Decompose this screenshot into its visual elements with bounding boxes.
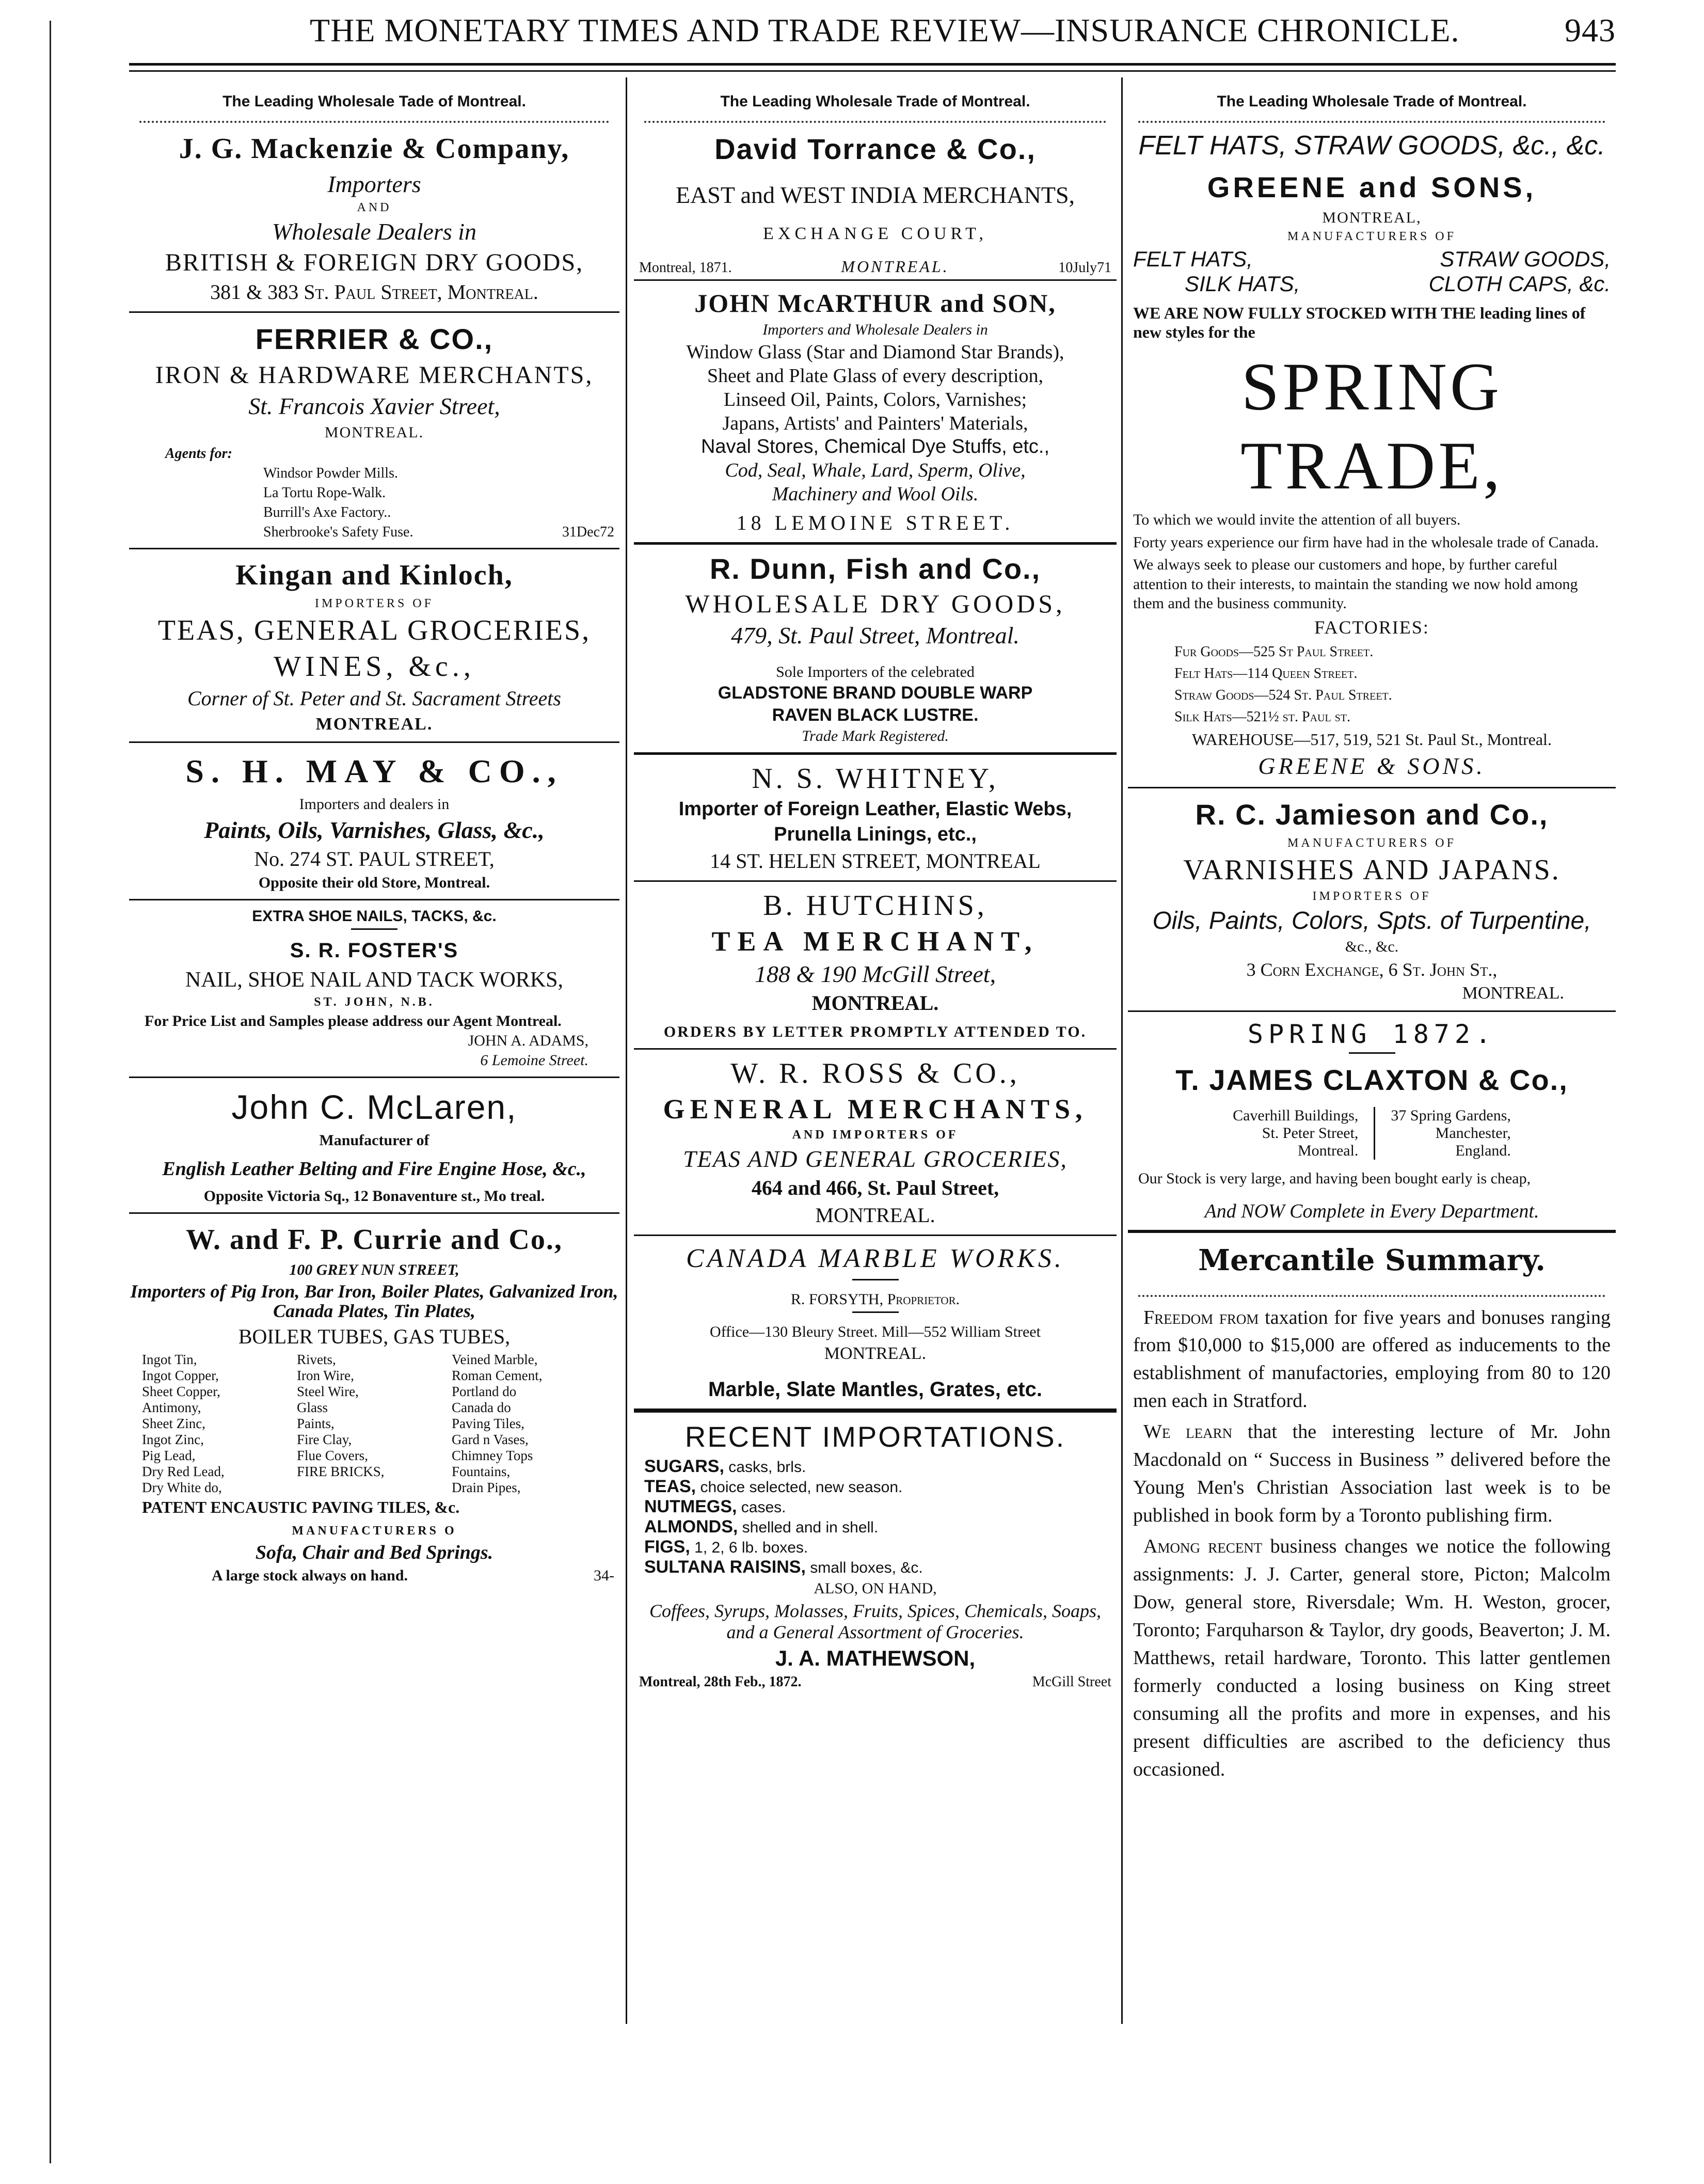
import-line [644, 1497, 1106, 1517]
ad-line: ALSO, ON HAND, [814, 1579, 937, 1597]
page-header [129, 4, 1616, 54]
agents-list [129, 446, 619, 541]
ad-currie [129, 1223, 619, 1585]
ad-line: Our Stock is very large, and having been bought early is cheap, [1138, 1169, 1531, 1187]
summary-paragraph [1133, 1533, 1611, 1784]
goods-list [129, 1352, 619, 1496]
paragraph-lead: Freedom from [1143, 1306, 1259, 1328]
goods-item: FELT HATS, [1133, 247, 1253, 271]
agent-item: Windsor Powder Mills. [263, 465, 398, 481]
ad-ross [634, 1057, 1117, 1227]
ad-greene [1128, 130, 1616, 780]
ad-line: Naval Stores, Chemical Dye Stuffs, etc., [700, 436, 1050, 457]
ad-line: Manufacturer of [319, 1132, 429, 1149]
ad-line: Sofa, Chair and Bed Springs. [255, 1542, 493, 1564]
page-number: 943 [1565, 12, 1616, 49]
firm-name: FERRIER & CO., [255, 323, 493, 355]
ad-line: A large stock always on hand. [212, 1567, 408, 1585]
ad-line: EXCHANGE COURT, [763, 224, 988, 243]
ad-jamieson [1128, 798, 1616, 1003]
summary-paragraph [1133, 1304, 1611, 1416]
ad-line: 34- [594, 1567, 614, 1585]
goods-item: Fire Clay, [297, 1431, 352, 1447]
import-line [644, 1457, 1106, 1477]
firm-name: B. HUTCHINS, [763, 890, 988, 922]
goods-item: Portland do [452, 1383, 517, 1399]
goods-item: Drain Pipes, [452, 1479, 521, 1495]
ad-line: Trade Mark Registered. [802, 727, 949, 745]
address-line: Montreal. [1297, 1142, 1359, 1159]
ad-footer-row [129, 1567, 619, 1585]
firm-name: John C. McLaren, [231, 1088, 517, 1126]
page-edge-line [50, 21, 51, 2163]
ad-line: Sheet and Plate Glass of every description, [707, 365, 1044, 387]
goods-item: Dry White do, [142, 1479, 222, 1495]
paragraph-lead: We learn [1143, 1421, 1233, 1443]
goods-item: Pig Lead, [142, 1447, 196, 1463]
import-item: FIGS, [644, 1537, 690, 1557]
ad-line: 10July71 [1058, 260, 1111, 276]
agent-item: Sherbrooke's Safety Fuse. [263, 524, 413, 540]
goods-item: CLOTH CAPS, &c. [1428, 272, 1611, 296]
mercantile-summary [1128, 1243, 1616, 1784]
ad-line: Montreal, 28th Feb., 1872. [639, 1674, 802, 1690]
ad-line: Cod, Seal, Whale, Lard, Sperm, Olive, [725, 460, 1026, 481]
goods-item: Gard n Vases, [452, 1431, 529, 1447]
wavy-rule [1138, 1288, 1605, 1297]
firm-name: Kingan and Kinloch, [235, 559, 513, 591]
ad-line: 3 Corn Exchange, 6 St. John St., [1246, 959, 1498, 980]
ad-line: TEAS, GENERAL GROCERIES, [157, 614, 591, 646]
ad-torrance [634, 132, 1117, 276]
ad-line: Marble, Slate Mantles, Grates, etc. [708, 1378, 1042, 1401]
ad-line: SPRING 1872. [1247, 1019, 1496, 1049]
ad-mcarthur [634, 288, 1117, 535]
factory-item: Fur Goods—525 St Paul Street. [1174, 643, 1374, 660]
summary-paragraph [1133, 1418, 1611, 1530]
factory-item: Straw Goods—524 St. Paul Street. [1174, 687, 1392, 703]
import-item: SUGARS, [644, 1457, 724, 1476]
short-rule [351, 928, 397, 930]
ad-line: Importers and dealers in [299, 796, 450, 813]
ad-footer-row [634, 1674, 1117, 1690]
ad-line: 188 & 190 McGill Street, [754, 961, 996, 987]
divider [129, 899, 619, 900]
ad-line: Japans, Artists' and Painters' Materials, [722, 413, 1028, 434]
ad-line: McGill Street [1032, 1674, 1111, 1690]
ad-line: Importers of Pig Iron, Bar Iron, Boiler Plates, Galvanized Iron, Canada Plates, Tin Plates, [130, 1281, 618, 1321]
ad-line: Importer of Foreign Leather, Elastic Webs, [678, 798, 1072, 820]
ad-kingan [129, 559, 619, 734]
firm-name: David Torrance & Co., [714, 133, 1036, 165]
firm-name: N. S. WHITNEY, [752, 763, 999, 795]
column-2 [634, 84, 1117, 1690]
firm-name: GREENE and SONS, [1207, 171, 1537, 203]
ad-line: IMPORTERS OF [315, 597, 434, 610]
ad-row [634, 257, 1117, 276]
ad-line: Paints, Oils, Varnishes, Glass, &c., [204, 817, 545, 843]
ad-line: MONTREAL. [841, 257, 949, 276]
goods-item: Fountains, [452, 1463, 511, 1479]
ad-line: FACTORIES: [1314, 616, 1429, 638]
column-divider-2 [1121, 77, 1123, 2024]
ad-foster [129, 908, 619, 1069]
ad-line: TEAS AND GENERAL GROCERIES, [683, 1146, 1068, 1172]
factory-item: Felt Hats—114 Queen Street. [1174, 665, 1358, 682]
summary-body [1128, 1304, 1616, 1784]
ad-line: TEA MERCHANT, [711, 926, 1039, 957]
address-line: 37 Spring Gardens, [1391, 1106, 1511, 1124]
ad-dunn [634, 552, 1117, 745]
firm-name: W. and F. P. Currie and Co., [186, 1224, 563, 1256]
ad-line: FELT HATS, STRAW GOODS, &c., &c. [1138, 131, 1605, 161]
ad-line: Importers and Wholesale Dealers in [762, 321, 988, 338]
firm-name: S. R. FOSTER'S [290, 939, 459, 962]
ad-line: Office—130 Bleury Street. Mill—552 William Street [710, 1323, 1041, 1340]
ad-line: PATENT ENCAUSTIC PAVING TILES, &c. [142, 1498, 460, 1517]
import-detail: cases. [737, 1499, 786, 1516]
divider [634, 752, 1117, 755]
ad-line: English Leather Belting and Fire Engine Hose, &c., [162, 1158, 586, 1180]
firm-name: JOHN McARTHUR and SON, [694, 289, 1056, 318]
goods-item: Paving Tiles, [452, 1415, 525, 1431]
import-item: SULTANA RAISINS, [644, 1557, 806, 1577]
goods-item: Antimony, [142, 1399, 201, 1415]
address-montreal [1233, 1107, 1375, 1160]
header-rule-bottom [129, 70, 1616, 72]
ad-line: VARNISHES AND JAPANS. [1183, 853, 1560, 886]
ad-date: 31Dec72 [562, 524, 614, 540]
ad-line: MONTREAL. [815, 1204, 935, 1227]
header-rule-top [129, 63, 1616, 66]
divider [634, 1408, 1117, 1413]
ad-line: No. 274 ST. PAUL STREET, [254, 847, 495, 871]
firm-name: R. Dunn, Fish and Co., [709, 552, 1041, 585]
ad-line: Montreal, 1871. [639, 260, 732, 276]
ad-line: Corner of St. Peter and St. Sacrament Streets [187, 687, 561, 710]
paragraph-text: business changes we notice the following assignments: J. J. Carter, general store, Picton; Malcolm Dow, general store, Riversdale; Wm. H. Weston, grocer, Toronto; Farquharson & Taylor, dry goods, Beaverton; J. M. Matthews, retail hardware, Toronto. This latter gentlemen formerly conducted a losing business on King street consuming all the profits and more in expenses, and his present difficulties are ascribed to the deficiency thus occasioned. [1133, 1536, 1611, 1780]
ad-may [129, 752, 619, 892]
ad-recent [634, 1420, 1117, 1690]
goods-item: Dry Red Lead, [142, 1463, 225, 1479]
ad-line: JOHN A. ADAMS, [468, 1032, 588, 1049]
ad-line: Coffees, Syrups, Molasses, Fruits, Spices, Chemicals, Soaps, and a General Assortment of Groceries. [649, 1600, 1101, 1642]
ad-paragraph: We always seek to please our customers and hope, by further careful attention to their interests, to maintain the standing we now hold among them and the business community. [1133, 556, 1578, 612]
ad-line: BOILER TUBES, GAS TUBES, [238, 1324, 511, 1348]
agent-item: La Tortu Rope-Walk. [263, 485, 386, 501]
ad-line: MANUFACTURERS OF [1287, 836, 1456, 850]
agents-label: Agents for: [165, 446, 232, 462]
paragraph-lead: Among recent [1143, 1536, 1263, 1558]
divider [634, 542, 1117, 545]
ad-line: Window Glass (Star and Diamond Star Brands), [686, 341, 1064, 363]
firm-name: J. G. Mackenzie & Company, [179, 133, 570, 165]
ad-line: ORDERS BY LETTER PROMPTLY ATTENDED TO. [663, 1023, 1087, 1040]
divider [634, 279, 1117, 281]
short-rule [1349, 1052, 1395, 1054]
spring-trade-heading: SPRING TRADE, [1240, 349, 1503, 503]
column-1 [129, 84, 619, 1585]
firm-name: S. H. MAY & CO., [185, 753, 563, 789]
goods-item: Canada do [452, 1399, 511, 1415]
ad-line: 18 LEMOINE STREET. [736, 511, 1014, 534]
ad-line: R. FORSYTH, Proprietor. [790, 1291, 960, 1308]
divider [129, 311, 619, 313]
column-3 [1128, 84, 1616, 1787]
ad-line: &c., &c. [1345, 938, 1399, 955]
ad-line: MONTREAL. [315, 715, 433, 734]
ad-paragraph: To which we would invite the attention of all buyers. [1133, 511, 1461, 528]
ad-claxton [1128, 1019, 1616, 1223]
import-item: TEAS, [644, 1477, 696, 1497]
ad-line: EAST and WEST INDIA MERCHANTS, [675, 182, 1075, 208]
ad-line: J. A. MATHEWSON, [775, 1646, 976, 1671]
ad-line: WHOLESALE DRY GOODS, [685, 589, 1065, 618]
goods-row [1128, 272, 1616, 296]
import-item: NUTMEGS, [644, 1497, 737, 1517]
goods-item: STRAW GOODS, [1440, 247, 1611, 271]
goods-item: Paints, [297, 1415, 335, 1431]
agent-item-row [165, 524, 619, 541]
factory-item: Silk Hats—521½ st. Paul st. [1174, 708, 1351, 725]
ad-line: MANUFACTURERS O [292, 1524, 457, 1538]
ad-signature: GREENE & SONS. [1258, 752, 1486, 779]
divider [1128, 1230, 1616, 1233]
ad-line: 100 GREY NUN STREET, [289, 1261, 459, 1278]
ad-line: Sole Importers of the celebrated [776, 663, 975, 680]
goods-item: Rivets, [297, 1351, 336, 1367]
ad-line: Prunella Linings, etc., [774, 824, 977, 845]
ad-line: GENERAL MERCHANTS, [663, 1094, 1088, 1125]
ad-line: NAIL, SHOE NAIL AND TACK WORKS, [185, 968, 564, 992]
ad-line: AND [357, 201, 392, 214]
ad-line: 381 & 383 St. Paul Street, Montreal. [210, 280, 538, 304]
firm-name: W. R. ROSS & CO., [730, 1057, 1020, 1089]
address-block [1128, 1107, 1616, 1160]
divider [634, 880, 1117, 882]
ad-line: MONTREAL, [1322, 209, 1422, 226]
firm-name: RECENT IMPORTATIONS. [684, 1420, 1066, 1453]
ad-line: MONTREAL. [324, 424, 424, 441]
paragraph-text: that the interesting lecture of Mr. John Macdonald on “ Success in Business ” delivered before the Young Men's Christian Association last week is to be published in book form by a Toronto publishing firm. [1133, 1421, 1611, 1527]
ad-line: 464 and 466, St. Paul Street, [751, 1176, 999, 1199]
goods-item: Steel Wire, [297, 1383, 359, 1399]
ad-line: MONTREAL. [811, 991, 939, 1015]
ad-line: EXTRA SHOE NAILS, TACKS, &c. [252, 908, 497, 925]
divider [1128, 1010, 1616, 1012]
wavy-rule [644, 114, 1106, 123]
ad-line: 6 Lemoine Street. [480, 1052, 588, 1069]
import-detail: small boxes, &c. [805, 1559, 923, 1577]
paragraph-text: taxation for five years and bonuses ranging from $10,000 to $15,000 are offered as inducements to the establishment of manufactories, employing from 80 to 120 men each in Stratford. [1133, 1306, 1611, 1412]
ad-line: ST. JOHN, N.B. [314, 995, 435, 1009]
ad-marble [634, 1243, 1117, 1401]
goods-item: Sheet Zinc, [142, 1415, 205, 1431]
wavy-rule [1138, 114, 1605, 123]
column-strap: The Leading Wholesale Trade of Montreal. [720, 93, 1030, 110]
short-rule [852, 1311, 899, 1313]
import-line [644, 1557, 1106, 1577]
ad-line: Oils, Paints, Colors, Spts. of Turpentine, [1152, 907, 1591, 935]
section-title: Mercantile Summary. [1198, 1243, 1546, 1277]
divider [129, 1077, 619, 1078]
column-divider-1 [626, 77, 627, 2024]
importations-list [634, 1457, 1117, 1578]
ad-body [1128, 510, 1616, 613]
import-detail: 1, 2, 6 lb. boxes. [690, 1539, 808, 1557]
ad-line: Opposite their old Store, Montreal. [258, 874, 490, 891]
column-strap: The Leading Wholesale Trade of Montreal. [1217, 93, 1527, 110]
goods-item: Ingot Tin, [142, 1351, 197, 1367]
goods-item: Roman Cement, [452, 1367, 543, 1383]
divider [129, 741, 619, 743]
ad-mackenzie [129, 132, 619, 304]
address-line: Caverhill Buildings, [1233, 1106, 1359, 1124]
ad-line: GLADSTONE BRAND DOUBLE WARP [718, 683, 1033, 703]
import-line [644, 1537, 1106, 1557]
ad-line: BRITISH & FOREIGN DRY GOODS, [165, 249, 584, 276]
ad-line: For Price List and Samples please address our Agent Montreal. [145, 1012, 562, 1030]
ad-line: 14 ST. HELEN STREET, MONTREAL [710, 849, 1041, 873]
firm-name: R. C. Jamieson and Co., [1195, 798, 1549, 831]
import-detail: casks, brls. [724, 1459, 806, 1476]
ad-line: 479, St. Paul Street, Montreal. [731, 622, 1020, 648]
ad-hutchins [634, 889, 1117, 1041]
ad-line: IRON & HARDWARE MERCHANTS, [155, 361, 594, 389]
ad-line: St. Francois Xavier Street, [248, 393, 500, 419]
goods-row [1128, 247, 1616, 272]
ad-line: And NOW Complete in Every Department. [1204, 1200, 1539, 1222]
import-detail: choice selected, new season. [696, 1479, 903, 1496]
address-line: St. Peter Street, [1262, 1124, 1359, 1142]
wavy-rule [139, 114, 609, 123]
goods-item [297, 1480, 452, 1496]
divider [129, 548, 619, 549]
ad-line: Opposite Victoria Sq., 12 Bonaventure st., Mo treal. [203, 1188, 545, 1205]
ad-line: Wholesale Dealers in [272, 218, 477, 245]
ad-line: RAVEN BLACK LUSTRE. [772, 705, 979, 725]
import-detail: shelled and in shell. [738, 1519, 879, 1537]
ad-line: MONTREAL. [1462, 983, 1564, 1003]
address-line: Manchester, [1435, 1124, 1511, 1142]
ad-paragraph: Forty years experience our firm have had in the wholesale trade of Canada. [1133, 533, 1599, 551]
ad-line: Machinery and Wool Oils. [772, 483, 979, 505]
goods-item: Ingot Zinc, [142, 1431, 204, 1447]
ad-line: IMPORTERS OF [1312, 889, 1431, 903]
header-title: THE MONETARY TIMES AND TRADE REVIEW—INSURANCE CHRONICLE. [310, 12, 1460, 49]
import-line [644, 1517, 1106, 1537]
ad-line: WE ARE NOW FULLY STOCKED WITH THE leading lines of new styles for the [1133, 304, 1586, 341]
ad-line: MANUFACTURERS OF [1287, 230, 1456, 243]
short-rule [852, 1279, 899, 1280]
goods-item: Flue Covers, [297, 1447, 368, 1463]
ad-line: AND IMPORTERS OF [792, 1128, 959, 1142]
ad-line: WAREHOUSE—517, 519, 521 St. Paul St., Montreal. [1192, 730, 1552, 749]
divider [634, 1048, 1117, 1050]
goods-item: SILK HATS, [1185, 272, 1300, 296]
import-item: ALMONDS, [644, 1517, 738, 1537]
import-line [644, 1477, 1106, 1497]
goods-item: Sheet Copper, [142, 1383, 220, 1399]
agent-item: Burrill's Axe Factory.. [263, 504, 391, 520]
ad-line: Linseed Oil, Paints, Colors, Varnishes; [723, 389, 1027, 410]
goods-item: Chimney Tops [452, 1447, 533, 1463]
ad-line: Importers [327, 171, 421, 197]
ad-line: MONTREAL. [824, 1344, 927, 1363]
address-england [1375, 1107, 1510, 1160]
firm-name: CANADA MARBLE WORKS. [686, 1244, 1064, 1273]
column-strap: The Leading Wholesale Tade of Montreal. [222, 93, 526, 110]
goods-item: Ingot Copper, [142, 1367, 219, 1383]
address-line: England. [1455, 1142, 1511, 1159]
goods-item: Veined Marble, [452, 1351, 538, 1367]
ad-ferrier [129, 322, 619, 541]
firm-name: T. JAMES CLAXTON & Co., [1175, 1063, 1568, 1096]
factories-list [1128, 641, 1616, 728]
goods-item: Glass [297, 1399, 328, 1415]
ad-whitney [634, 762, 1117, 873]
divider [129, 1212, 619, 1214]
ad-line: WINES, &c., [274, 651, 475, 683]
divider [1128, 787, 1616, 788]
goods-item: FIRE BRICKS, [297, 1463, 385, 1479]
divider [634, 1235, 1117, 1236]
ad-mclaren [129, 1087, 619, 1205]
goods-item: Iron Wire, [297, 1367, 354, 1383]
